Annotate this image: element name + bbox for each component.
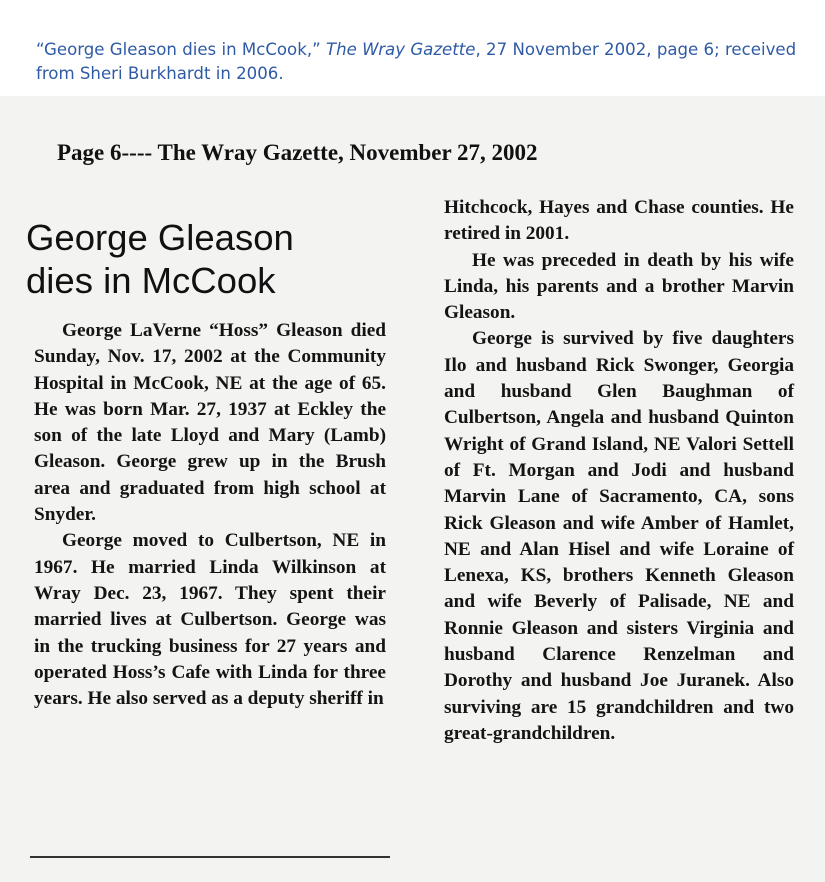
paragraph-life-continued: Hitchcock, Hayes and Chase counties. He retired in 2001.: [444, 197, 794, 245]
headline-line-1: George Gleason: [26, 217, 294, 258]
citation-caption: [36, 38, 816, 86]
column-divider-line: [30, 856, 390, 858]
headline: [26, 216, 406, 302]
headline-line-2: dies in McCook: [26, 260, 276, 301]
paragraph-survivors: George is survived by five daughters Ilo and husband Rick Swonger, Georgia and husband Glen Baughman of Culbertson, Angela and husband Quinton Wright of Grand Island, NE Valori Settell of Ft. Morgan and Jodi and husband Marvin Lane of Sacramento, CA, sons Rick Gleason and wife Amber of Hamlet, NE and Alan Hisel and wife Loraine of Lenexa, KS, brothers Kenneth Gleason and wife Beverly of Palisade, NE and Ronnie Gleason and sisters Virginia and husband Clarence Renzelman and Dorothy and husband Joe Juranek. Also surviving are 15 grandchildren and two great-grandchildren.: [444, 328, 794, 744]
page-header: Page 6---- The Wray Gazette, November 27, 2002: [57, 140, 538, 165]
paragraph-life: George moved to Culbertson, NE in 1967. He married Linda Wilkinson at Wray Dec. 23, 1967. They spent their married lives at Culbertson. George was in the trucking business for 27 years and operated Hoss’s Cafe with Linda for three years. He also served as a deputy sheriff in: [34, 530, 386, 710]
caption-text-end: , 27 November 2002, page 6; received from Sheri Burkhardt in 2006.: [36, 40, 797, 83]
caption-text: “George Gleason dies in McCook,”: [36, 40, 326, 59]
paragraph-preceded: He was preceded in death by his wife Linda, his parents and a brother Marvin Gleason.: [444, 249, 794, 324]
caption-publication: The Wray Gazette: [325, 40, 476, 59]
article-column-right: [444, 195, 794, 747]
paragraph-death-notice: George LaVerne “Hoss” Gleason died Sunday, Nov. 17, 2002 at the Community Hospital in McCook, NE at the age of 65. He was born Mar. 27, 1937 at Eckley the son of the late Lloyd and Mary (Lamb) Gleason. George grew up in the Brush area and graduated from high school at Snyder.: [34, 320, 386, 526]
article-column-left: [34, 318, 386, 712]
